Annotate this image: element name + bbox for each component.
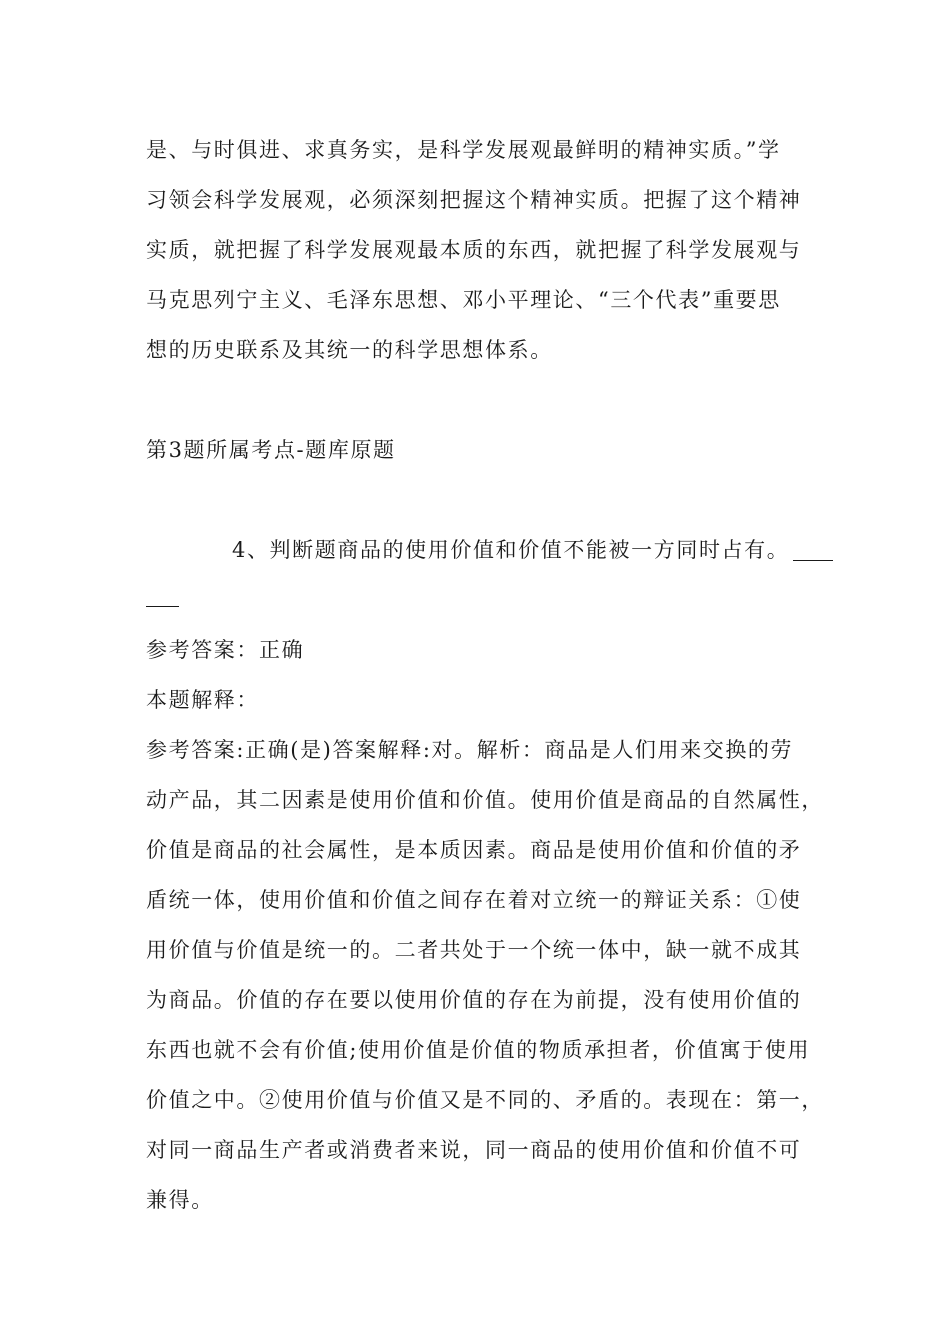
answer-blank	[793, 560, 833, 561]
explanation-line: 兼得。	[146, 1188, 214, 1212]
paragraph-line: 马克思列宁主义、毛泽东思想、邓小平理论、“三个代表”重要思	[146, 288, 781, 312]
explanation-line: 价值之中。②使用价值与价值又是不同的、矛盾的。表现在：第一，	[146, 1088, 824, 1112]
explanation-line: 为商品。价值的存在要以使用价值的存在为前提，没有使用价值的	[146, 988, 802, 1012]
paragraph-line: 习领会科学发展观，必须深刻把握这个精神实质。把握了这个精神	[146, 188, 802, 212]
explanation-line: 用价值与价值是统一的。二者共处于一个统一体中，缺一就不成其	[146, 938, 802, 962]
q4-question	[232, 537, 833, 563]
explanation-line: 对同一商品生产者或消费者来说，同一商品的使用价值和价值不可	[146, 1138, 802, 1162]
q4-answer: 参考答案：正确	[146, 638, 305, 662]
q4-question-text: 4、判断题商品的使用价值和价值不能被一方同时占有。	[232, 538, 790, 562]
answer-blank-continuation	[146, 606, 179, 607]
q4-explanation-label: 本题解释：	[146, 688, 259, 712]
explanation-line: 参考答案:正确(是)答案解释:对。解析：商品是人们用来交换的劳	[146, 738, 794, 762]
explanation-line: 盾统一体，使用价值和价值之间存在着对立统一的辩证关系：①使	[146, 888, 802, 912]
paragraph-line: 是、与时俱进、求真务实，是科学发展观最鲜明的精神实质。”学	[146, 138, 781, 162]
paragraph-line: 想的历史联系及其统一的科学思想体系。	[146, 338, 553, 362]
paragraph-line: 实质，就把握了科学发展观最本质的东西，就把握了科学发展观与	[146, 238, 802, 262]
explanation-line: 东西也就不会有价值;使用价值是价值的物质承担者，价值寓于使用	[146, 1038, 811, 1062]
explanation-line: 动产品，其二因素是使用价值和价值。使用价值是商品的自然属性，	[146, 788, 824, 812]
explanation-line: 价值是商品的社会属性，是本质因素。商品是使用价值和价值的矛	[146, 838, 802, 862]
q3-topic: 第3题所属考点-题库原题	[146, 438, 396, 462]
